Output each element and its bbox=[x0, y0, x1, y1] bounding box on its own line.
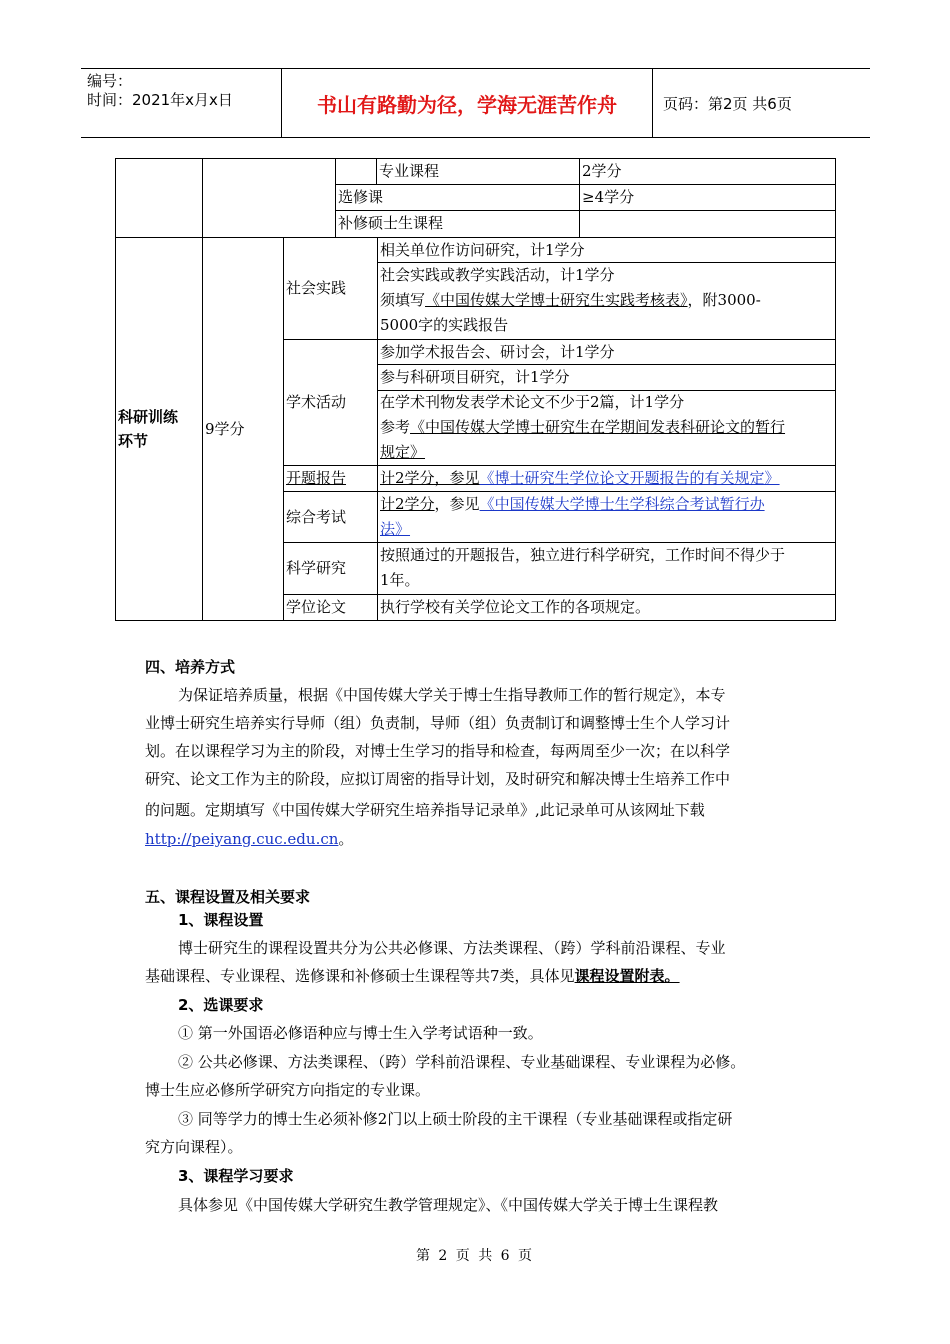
table-cell-empty bbox=[202, 158, 336, 238]
page-header bbox=[81, 68, 870, 138]
activity-detail-cell: 相关单位作访问研究，计1学分 bbox=[377, 237, 836, 263]
table-cell-empty bbox=[115, 158, 203, 238]
practice-form-link[interactable]: 《中国传媒大学博士研究生实践考核表》 bbox=[425, 291, 688, 309]
requirement-item-cont: 究方向课程）。 bbox=[145, 1138, 243, 1156]
activity-label-cell: 学术活动 bbox=[283, 339, 378, 466]
activity-label-cell: 开题报告 bbox=[283, 465, 378, 492]
table-cell-empty bbox=[335, 158, 377, 185]
document-number-label: 编号： bbox=[87, 72, 133, 90]
peiyang-url-link[interactable]: http://peiyang.cuc.edu.cn bbox=[145, 830, 339, 848]
section4-line: 的问题。定期填写《中国传媒大学研究生培养指导记录单》,此记录单可从该网址下载 bbox=[145, 801, 705, 819]
activity-detail-cell: 计2学分，参见《中国传媒大学博士生学科综合考试暂行办 法》 bbox=[377, 491, 836, 543]
requirement-item: ① 第一外国语必修语种应与博士生入学考试语种一致。 bbox=[178, 1024, 543, 1042]
section-credit-cell: 9学分 bbox=[202, 237, 284, 621]
activity-detail-cell: 计2学分，参见《博士研究生学位论文开题报告的有关规定》 bbox=[377, 465, 836, 492]
section4-heading: 四、培养方式 bbox=[145, 658, 236, 676]
course-credit-cell: 2学分 bbox=[579, 158, 836, 185]
course-name-cell: 补修硕士生课程 bbox=[335, 210, 580, 238]
activity-label-cell: 学位论文 bbox=[283, 594, 378, 621]
course-credit-cell: ≥4学分 bbox=[579, 184, 836, 211]
proposal-rules-link[interactable]: 《博士研究生学位论文开题报告的有关规定》 bbox=[479, 469, 780, 487]
section-name-cell: 科研训练环节 bbox=[115, 237, 203, 621]
requirement-item: ② 公共必修课、方法类课程、（跨）学科前沿课程、专业基础课程、专业课程为必修。 bbox=[178, 1053, 746, 1071]
course-name-cell: 专业课程 bbox=[376, 158, 580, 185]
section4-line: 业博士研究生培养实行导师（组）负责制，导师（组）负责制订和调整博士生个人学习计 bbox=[145, 714, 731, 732]
section5-heading: 五、课程设置及相关要求 bbox=[145, 888, 311, 906]
section5-sub2: 2、选课要求 bbox=[178, 996, 264, 1014]
course-appendix-ref: 课程设置附表。 bbox=[574, 967, 680, 985]
section4-line: 为保证培养质量，根据《中国传媒大学关于博士生指导教师工作的暂行规定》，本专 bbox=[178, 686, 726, 704]
requirement-item: ③ 同等学力的博士生必须补修2门以上硕士阶段的主干课程（专业基础课程或指定研 bbox=[178, 1110, 733, 1128]
header-page-label: 页码：第2页 共6页 bbox=[663, 94, 792, 113]
section5-sub1: 1、课程设置 bbox=[178, 911, 264, 929]
page-footer: 第 2 页 共 6 页 bbox=[415, 1248, 535, 1264]
section4-line: 划。在以课程学习为主的阶段，对博士生学习的指导和检查，每两周至少一次；在以科学 bbox=[145, 742, 731, 760]
section4-url-line: http://peiyang.cuc.edu.cn。 bbox=[145, 830, 354, 848]
exam-rules-link[interactable]: 《中国传媒大学博士生学科综合考试暂行办 bbox=[479, 495, 765, 513]
document-time-label: 时间：2021年x月x日 bbox=[87, 91, 233, 109]
activity-detail-cell: 参与科研项目研究，计1学分 bbox=[377, 364, 836, 391]
requirement-item-cont: 博士生应必修所学研究方向指定的专业课。 bbox=[145, 1081, 431, 1099]
header-meta bbox=[81, 69, 282, 137]
activity-detail-cell: 参加学术报告会、研讨会，计1学分 bbox=[377, 339, 836, 365]
activity-detail-cell: 社会实践或教学实践活动，计1学分 须填写《中国传媒大学博士研究生实践考核表》，附3000- 5000字的实践报告 bbox=[377, 262, 836, 340]
section5-p1-line: 博士研究生的课程设置共分为公共必修课、方法类课程、（跨）学科前沿课程、专业 bbox=[178, 939, 726, 957]
course-name-cell: 选修课 bbox=[335, 184, 580, 211]
section5-sub3: 3、课程学习要求 bbox=[178, 1167, 294, 1185]
activity-detail-cell: 执行学校有关学位论文工作的各项规定。 bbox=[377, 594, 836, 621]
activity-detail-cell: 按照通过的开题报告，独立进行科学研究，工作时间不得少于 1年。 bbox=[377, 542, 836, 595]
header-motto: 书山有路勤为径，学海无涯苦作舟 bbox=[282, 69, 653, 137]
paper-rules-link-cont[interactable]: 规定》 bbox=[380, 443, 426, 461]
activity-label-cell: 科学研究 bbox=[283, 542, 378, 595]
table-cell-empty bbox=[579, 210, 836, 238]
section5-p3-line: 具体参见《中国传媒大学研究生教学管理规定》、《中国传媒大学关于博士生课程教 bbox=[178, 1196, 719, 1214]
activity-label-cell: 社会实践 bbox=[283, 237, 378, 340]
section4-line: 研究、论文工作为主的阶段，应拟订周密的指导计划，及时研究和解决博士生培养工作中 bbox=[145, 770, 731, 788]
exam-rules-link-cont[interactable]: 法》 bbox=[380, 520, 411, 538]
activity-label-cell: 综合考试 bbox=[283, 491, 378, 543]
curriculum-table bbox=[115, 158, 836, 621]
activity-detail-cell: 在学术刊物发表学术论文不少于2篇，计1学分 参考《中国传媒大学博士研究生在学期间发表科研论文的暂行 规定》 bbox=[377, 390, 836, 466]
section5-p1-line: 基础课程、专业课程、选修课和补修硕士生课程等共7类，具体见课程设置附表。 bbox=[145, 967, 680, 985]
paper-rules-link[interactable]: 《中国传媒大学博士研究生在学期间发表科研论文的暂行 bbox=[410, 418, 786, 436]
